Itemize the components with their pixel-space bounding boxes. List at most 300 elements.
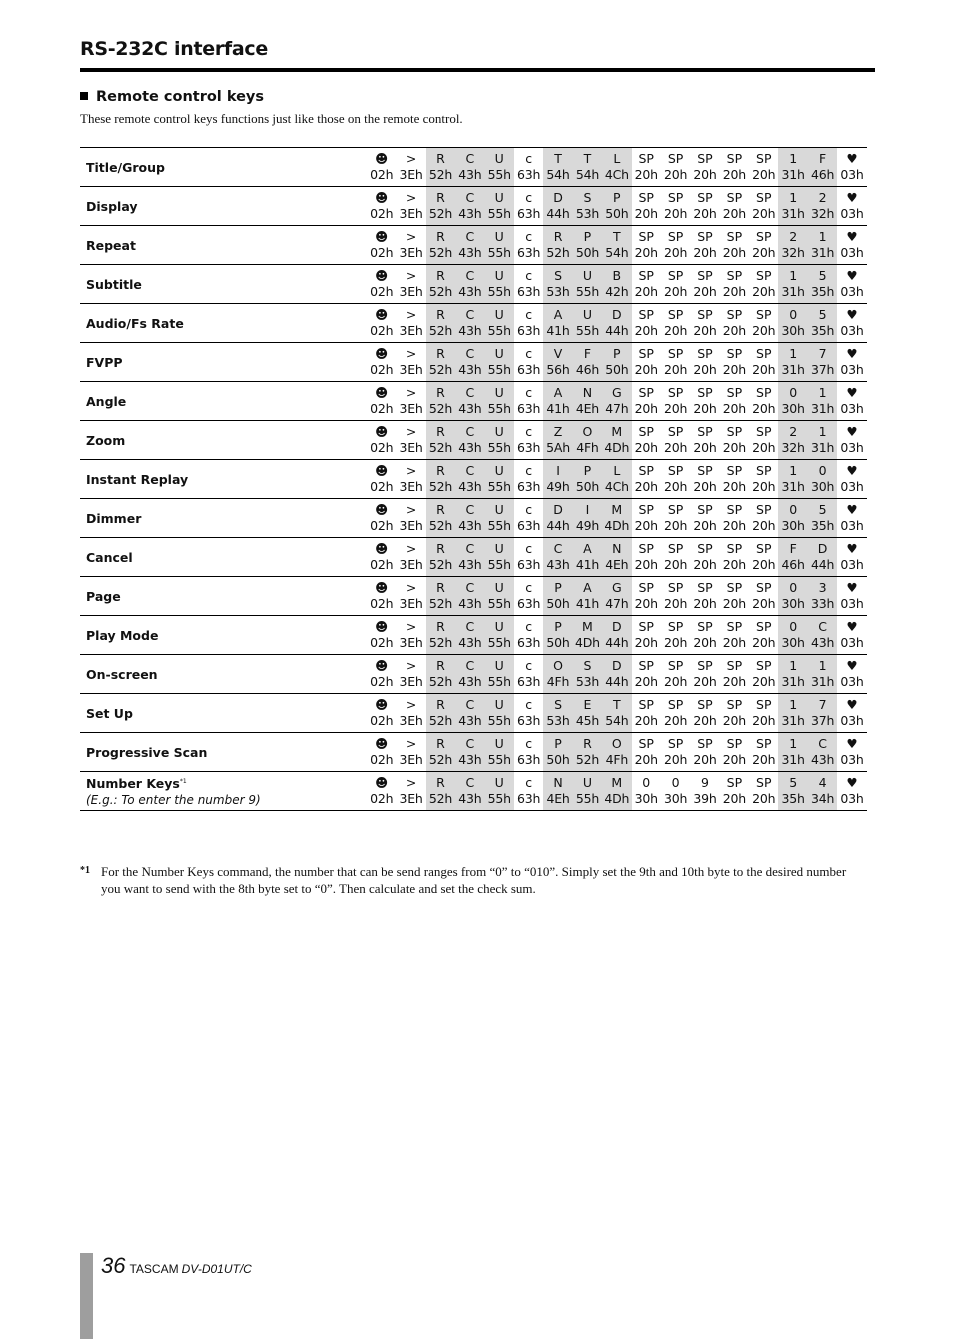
byte-hex: 20h <box>634 440 658 455</box>
byte-cell <box>396 538 425 577</box>
byte-hex: 03h <box>840 752 864 767</box>
byte-hex: 20h <box>663 401 688 416</box>
byte-char: T <box>613 697 621 712</box>
byte-cell <box>602 421 631 460</box>
byte-cell <box>837 538 866 577</box>
byte-cell <box>514 421 543 460</box>
byte-char: SP <box>697 268 713 283</box>
byte-char: SP <box>667 541 684 556</box>
byte-cell <box>749 265 778 304</box>
byte-hex: 43h <box>458 362 482 377</box>
byte-cell <box>632 343 661 382</box>
byte-cell <box>426 772 455 811</box>
byte-cell <box>720 343 749 382</box>
byte-char: SP <box>756 697 772 712</box>
byte-char: SP <box>756 190 772 205</box>
byte-cell <box>514 460 543 499</box>
table-row <box>80 655 867 694</box>
byte-cell <box>778 148 807 187</box>
byte-char: c <box>525 346 533 361</box>
byte-hex: 41h <box>575 557 600 572</box>
byte-cell <box>573 460 602 499</box>
footer-model: DV-D01UT/C <box>181 1262 252 1276</box>
byte-char: c <box>525 307 533 322</box>
byte-cell <box>367 772 396 811</box>
byte-hex: 03h <box>840 596 864 611</box>
byte-cell <box>837 577 866 616</box>
byte-cell <box>778 772 807 811</box>
byte-cell <box>514 538 543 577</box>
byte-cell <box>661 538 690 577</box>
byte-char: C <box>465 268 475 283</box>
byte-cell <box>573 733 602 772</box>
key-name: Repeat <box>86 237 136 253</box>
key-name-cell <box>80 187 367 226</box>
byte-char: 1 <box>789 151 798 166</box>
byte-hex: 52h <box>546 245 570 260</box>
byte-char: 1 <box>789 268 798 283</box>
byte-hex: 63h <box>517 362 541 377</box>
byte-cell <box>455 382 484 421</box>
byte-cell <box>426 265 455 304</box>
byte-cell <box>632 577 661 616</box>
key-name: On-screen <box>86 666 158 682</box>
byte-cell <box>573 499 602 538</box>
byte-char: SP <box>697 541 713 556</box>
byte-cell <box>837 343 866 382</box>
byte-char: D <box>553 502 563 517</box>
byte-char: SP <box>667 268 684 283</box>
byte-cell <box>485 694 514 733</box>
byte-hex: 43h <box>458 440 482 455</box>
byte-hex: 55h <box>487 713 511 728</box>
byte-cell <box>367 343 396 382</box>
byte-char: 2 <box>789 424 798 439</box>
byte-char: E <box>583 697 592 712</box>
byte-hex: 31h <box>781 284 805 299</box>
byte-cell <box>485 616 514 655</box>
byte-hex: 44h <box>605 635 629 650</box>
byte-hex: 20h <box>634 284 658 299</box>
key-name: Play Mode <box>86 627 159 643</box>
byte-char: R <box>553 229 563 244</box>
table-row <box>80 187 867 226</box>
byte-hex: 30h <box>781 596 805 611</box>
byte-cell <box>455 772 484 811</box>
byte-char: V <box>553 346 563 361</box>
byte-hex: 20h <box>722 557 746 572</box>
byte-cell <box>485 499 514 538</box>
byte-hex: 54h <box>575 167 600 182</box>
byte-char: U <box>494 502 504 517</box>
byte-char: 0 <box>671 775 680 790</box>
byte-hex: 4Eh <box>605 557 629 572</box>
byte-hex: 31h <box>781 674 805 689</box>
byte-hex: 31h <box>781 167 805 182</box>
byte-char: > <box>405 346 417 361</box>
byte-hex: 4Fh <box>605 752 629 767</box>
byte-hex: 55h <box>575 791 600 806</box>
byte-hex: 03h <box>840 479 864 494</box>
byte-cell <box>573 265 602 304</box>
byte-hex: 20h <box>663 167 688 182</box>
byte-hex: 43h <box>458 596 482 611</box>
etx-icon: ♥ <box>846 385 858 400</box>
byte-char: SP <box>638 424 654 439</box>
byte-char: c <box>525 541 533 556</box>
byte-cell <box>749 538 778 577</box>
byte-char: SP <box>726 697 743 712</box>
page-footer <box>101 1253 252 1279</box>
byte-char: T <box>613 229 621 244</box>
byte-hex: 20h <box>722 284 746 299</box>
byte-hex: 20h <box>722 596 746 611</box>
byte-char: N <box>553 775 563 790</box>
key-name-cell <box>80 265 367 304</box>
byte-char: C <box>465 151 475 166</box>
byte-cell <box>543 421 572 460</box>
etx-icon: ♥ <box>846 541 858 556</box>
byte-char: SP <box>697 190 713 205</box>
byte-cell <box>632 499 661 538</box>
byte-hex: 49h <box>575 518 600 533</box>
byte-char: SP <box>667 190 684 205</box>
etx-icon: ♥ <box>846 307 858 322</box>
byte-char: 1 <box>789 463 798 478</box>
key-name-cell <box>80 616 367 655</box>
byte-char: c <box>525 229 533 244</box>
byte-cell <box>632 226 661 265</box>
byte-cell <box>837 187 866 226</box>
byte-cell <box>632 460 661 499</box>
stx-icon: ☻ <box>375 697 389 712</box>
byte-char: U <box>494 697 504 712</box>
byte-hex: 3Eh <box>399 596 423 611</box>
key-name-cell <box>80 460 367 499</box>
byte-hex: 20h <box>722 167 746 182</box>
page-side-bar <box>80 1253 93 1339</box>
byte-char: 0 <box>789 580 798 595</box>
byte-cell <box>661 304 690 343</box>
byte-hex: 43h <box>458 245 482 260</box>
byte-hex: 31h <box>781 752 805 767</box>
footnote-text: For the Number Keys command, the number that can be send ranges from “0” to “010”. Simply set the 9th and 10th byte to the desired number you want to send with the 8th byte set to “0”. Then calculate and set the check sum. <box>101 864 847 896</box>
byte-cell <box>514 343 543 382</box>
byte-cell <box>396 577 425 616</box>
byte-char: > <box>405 502 417 517</box>
byte-char: SP <box>756 385 772 400</box>
byte-hex: 63h <box>517 791 541 806</box>
byte-cell <box>632 304 661 343</box>
byte-hex: 20h <box>752 167 776 182</box>
byte-char: U <box>494 775 504 790</box>
table-row <box>80 382 867 421</box>
byte-cell <box>778 694 807 733</box>
byte-hex: 55h <box>487 206 511 221</box>
byte-cell <box>632 421 661 460</box>
byte-hex: 52h <box>428 401 453 416</box>
byte-hex: 32h <box>810 206 835 221</box>
byte-hex: 43h <box>458 401 482 416</box>
byte-cell <box>837 382 866 421</box>
byte-cell <box>455 733 484 772</box>
byte-char: SP <box>726 775 743 790</box>
byte-hex: 3Eh <box>399 518 423 533</box>
byte-cell <box>573 538 602 577</box>
byte-hex: 02h <box>370 362 394 377</box>
byte-cell <box>426 304 455 343</box>
byte-char: c <box>525 697 533 712</box>
byte-cell <box>749 655 778 694</box>
key-name: Dimmer <box>86 510 142 526</box>
byte-hex: 20h <box>634 362 658 377</box>
byte-hex: 3Eh <box>399 791 423 806</box>
byte-cell <box>602 226 631 265</box>
byte-cell <box>543 538 572 577</box>
byte-char: R <box>436 385 445 400</box>
byte-char: SP <box>697 697 713 712</box>
byte-hex: 55h <box>575 284 600 299</box>
byte-char: R <box>436 502 445 517</box>
byte-hex: 63h <box>517 713 541 728</box>
byte-cell <box>367 694 396 733</box>
remote-keys-body <box>80 148 867 811</box>
byte-hex: 46h <box>781 557 805 572</box>
byte-char: > <box>405 424 417 439</box>
byte-hex: 63h <box>517 206 541 221</box>
byte-hex: 52h <box>428 596 453 611</box>
byte-cell <box>455 148 484 187</box>
byte-char: R <box>436 775 445 790</box>
byte-hex: 46h <box>575 362 600 377</box>
byte-hex: 35h <box>810 323 835 338</box>
byte-cell <box>455 421 484 460</box>
byte-char: C <box>465 424 475 439</box>
byte-hex: 32h <box>781 245 805 260</box>
byte-char: U <box>494 424 504 439</box>
byte-hex: 02h <box>370 596 394 611</box>
byte-hex: 20h <box>722 713 746 728</box>
byte-hex: 55h <box>487 167 511 182</box>
byte-char: SP <box>756 307 772 322</box>
byte-char: > <box>405 190 417 205</box>
byte-char: SP <box>756 268 772 283</box>
byte-char: SP <box>726 268 743 283</box>
byte-cell <box>808 382 837 421</box>
byte-cell <box>602 265 631 304</box>
stx-icon: ☻ <box>375 619 389 634</box>
byte-hex: 35h <box>810 518 835 533</box>
etx-icon: ♥ <box>846 736 858 751</box>
byte-char: N <box>582 385 593 400</box>
byte-cell <box>690 148 719 187</box>
stx-icon: ☻ <box>375 658 389 673</box>
byte-char: U <box>494 229 504 244</box>
byte-cell <box>367 655 396 694</box>
byte-cell <box>426 694 455 733</box>
footer-brand: TASCAM <box>129 1262 179 1276</box>
byte-hex: 5Ah <box>546 440 570 455</box>
byte-cell <box>720 304 749 343</box>
byte-cell <box>485 382 514 421</box>
byte-char: SP <box>667 229 684 244</box>
byte-hex: 56h <box>546 362 570 377</box>
byte-char: SP <box>667 736 684 751</box>
byte-hex: 55h <box>487 791 511 806</box>
byte-hex: 4Ch <box>604 167 629 182</box>
byte-cell <box>808 733 837 772</box>
byte-hex: 20h <box>693 518 717 533</box>
byte-hex: 54h <box>605 245 629 260</box>
byte-cell <box>396 226 425 265</box>
byte-char: 1 <box>818 229 827 244</box>
byte-hex: 02h <box>370 206 394 221</box>
byte-char: U <box>494 190 504 205</box>
byte-cell <box>778 421 807 460</box>
byte-cell <box>661 499 690 538</box>
byte-hex: 43h <box>458 752 482 767</box>
byte-cell <box>396 382 425 421</box>
byte-hex: 63h <box>517 245 541 260</box>
byte-char: S <box>554 697 562 712</box>
byte-cell <box>720 694 749 733</box>
byte-char: U <box>494 658 504 673</box>
byte-char: 0 <box>789 619 798 634</box>
byte-cell <box>426 655 455 694</box>
bullet-square-icon <box>80 92 88 100</box>
byte-hex: 20h <box>663 323 688 338</box>
byte-hex: 03h <box>840 323 864 338</box>
byte-cell <box>837 226 866 265</box>
byte-char: SP <box>667 346 684 361</box>
byte-cell <box>485 460 514 499</box>
byte-char: U <box>494 463 504 478</box>
byte-cell <box>720 577 749 616</box>
byte-cell <box>455 343 484 382</box>
byte-hex: 55h <box>487 323 511 338</box>
byte-hex: 20h <box>634 752 658 767</box>
byte-hex: 53h <box>575 674 600 689</box>
byte-cell <box>837 460 866 499</box>
byte-cell <box>837 694 866 733</box>
byte-cell <box>485 148 514 187</box>
byte-char: SP <box>726 307 743 322</box>
byte-char: C <box>465 385 475 400</box>
byte-char: R <box>436 307 445 322</box>
byte-char: 5 <box>818 502 827 517</box>
stx-icon: ☻ <box>375 424 389 439</box>
byte-hex: 31h <box>781 206 805 221</box>
byte-hex: 52h <box>428 479 453 494</box>
byte-cell <box>720 460 749 499</box>
byte-char: T <box>554 151 562 166</box>
byte-char: 1 <box>818 424 827 439</box>
byte-hex: 44h <box>546 518 570 533</box>
byte-cell <box>455 616 484 655</box>
byte-cell <box>485 343 514 382</box>
byte-char: D <box>612 619 622 634</box>
byte-hex: 3Eh <box>399 479 423 494</box>
byte-hex: 20h <box>722 323 746 338</box>
byte-char: U <box>582 307 592 322</box>
byte-cell <box>367 226 396 265</box>
byte-cell <box>632 187 661 226</box>
byte-cell <box>720 538 749 577</box>
byte-hex: 20h <box>722 206 746 221</box>
byte-hex: 43h <box>810 752 835 767</box>
byte-char: U <box>494 541 504 556</box>
byte-cell <box>455 499 484 538</box>
byte-char: S <box>583 658 592 673</box>
byte-cell <box>808 538 837 577</box>
byte-hex: 43h <box>458 323 482 338</box>
byte-cell <box>543 616 572 655</box>
byte-char: I <box>556 463 560 478</box>
byte-cell <box>426 499 455 538</box>
byte-cell <box>543 187 572 226</box>
byte-hex: 30h <box>781 518 805 533</box>
byte-hex: 20h <box>722 479 746 494</box>
byte-cell <box>808 265 837 304</box>
byte-hex: 02h <box>370 791 394 806</box>
byte-char: c <box>525 190 533 205</box>
byte-cell <box>749 226 778 265</box>
byte-hex: 20h <box>693 284 717 299</box>
byte-hex: 31h <box>810 401 835 416</box>
byte-cell <box>485 772 514 811</box>
byte-cell <box>749 343 778 382</box>
byte-char: O <box>611 736 622 751</box>
byte-hex: 02h <box>370 635 394 650</box>
byte-cell <box>690 772 719 811</box>
byte-cell <box>632 148 661 187</box>
table-row <box>80 499 867 538</box>
byte-hex: 20h <box>752 518 776 533</box>
byte-cell <box>661 343 690 382</box>
byte-cell <box>367 538 396 577</box>
byte-char: U <box>494 580 504 595</box>
byte-char: SP <box>667 385 684 400</box>
byte-cell <box>778 499 807 538</box>
byte-hex: 20h <box>752 401 776 416</box>
byte-cell <box>632 382 661 421</box>
byte-cell <box>573 655 602 694</box>
byte-cell <box>632 265 661 304</box>
byte-hex: 4Ch <box>604 479 629 494</box>
byte-char: > <box>405 463 417 478</box>
byte-hex: 63h <box>517 323 541 338</box>
byte-cell <box>632 538 661 577</box>
byte-hex: 20h <box>693 479 717 494</box>
etx-icon: ♥ <box>846 346 858 361</box>
byte-hex: 20h <box>663 479 688 494</box>
stx-icon: ☻ <box>375 463 389 478</box>
byte-hex: 55h <box>487 245 511 260</box>
byte-hex: 53h <box>546 284 570 299</box>
byte-hex: 20h <box>663 245 688 260</box>
byte-cell <box>837 616 866 655</box>
byte-cell <box>543 343 572 382</box>
byte-char: SP <box>638 385 654 400</box>
byte-char: R <box>436 190 445 205</box>
byte-hex: 55h <box>487 518 511 533</box>
byte-hex: 35h <box>810 284 835 299</box>
byte-hex: 20h <box>722 245 746 260</box>
byte-hex: 02h <box>370 401 394 416</box>
byte-cell <box>455 226 484 265</box>
byte-cell <box>514 694 543 733</box>
byte-cell <box>367 460 396 499</box>
